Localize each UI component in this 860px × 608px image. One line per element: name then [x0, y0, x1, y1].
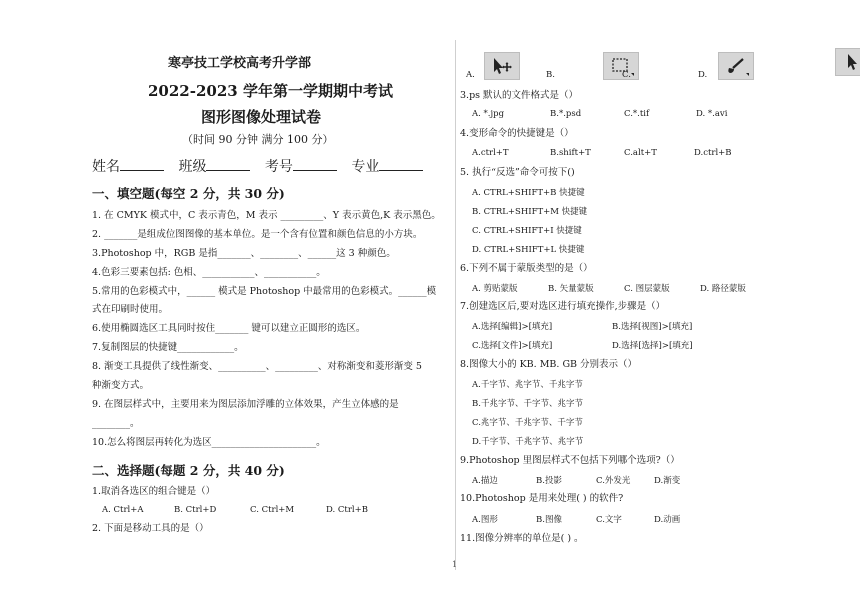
fill-question: 3.Photoshop 中，RGB 是指_______、________、______这 3 种颜色。: [92, 248, 396, 259]
page-number: 1: [452, 560, 458, 569]
name-field: [92, 159, 164, 175]
option-c: C. Ctrl+M: [250, 505, 295, 515]
section2-title: 二、选择题(每题 2 分，共 40 分): [92, 463, 285, 478]
option-d: D. CTRL+SHIFT+L 快捷键: [472, 245, 585, 255]
option-c: C. CTRL+SHIFT+I 快捷键: [472, 226, 582, 236]
option-c: C.文字: [596, 515, 622, 525]
fill-question: 5.常用的色彩模式中，______ 模式是 Photoshop 中最常用的色彩模式。______模: [92, 286, 437, 297]
choice-question-9: 9.Photoshop 里图层样式不包括下列哪个选项?（）: [460, 455, 680, 466]
right-column: [460, 0, 790, 544]
choice-question-10: 10.Photoshop 是用来处理( ) 的软件?: [460, 493, 624, 504]
option-b: B.图像: [536, 515, 562, 525]
option-b: B.shift+T: [550, 148, 591, 158]
option-b: B.*.psd: [550, 109, 582, 119]
option-d: D.: [698, 70, 708, 80]
option-c: C.: [622, 70, 631, 80]
option-b: B.选择[视图]>[填充]: [612, 322, 693, 332]
exam-number-blank: [293, 158, 337, 171]
time-info: （时间 90 分钟 满分 100 分）: [182, 133, 334, 146]
student-info-line: [92, 156, 433, 176]
option-a: A.描边: [472, 476, 498, 486]
fill-question: 4.色彩三要素包括: 色相、___________、___________。: [92, 267, 326, 278]
section1-title: 一、填空题(每空 2 分，共 30 分): [92, 186, 285, 201]
option-a: A.千字节、兆字节、千兆字节: [472, 380, 583, 390]
option-c: C. 图层蒙版: [624, 284, 670, 294]
option-d: D. *.avi: [696, 109, 728, 119]
option-a: A.ctrl+T: [472, 148, 509, 158]
major-label: 专业: [351, 159, 380, 175]
move-tool-icon: [484, 52, 520, 80]
paper-title: 图形图像处理试卷: [201, 108, 322, 126]
fill-question: 7.复制图层的快捷键____________。: [92, 342, 244, 353]
option-a: A. CTRL+SHIFT+B 快捷键: [472, 188, 585, 198]
major-field: [351, 159, 423, 175]
option-a: A.: [466, 70, 475, 80]
choice-question-3: 3.ps 默认的文件格式是（）: [460, 90, 579, 101]
option-a: A. Ctrl+A: [102, 505, 144, 515]
option-b: B. CTRL+SHIFT+M 快捷键: [472, 207, 588, 217]
choice-question-4: 4.变形命令的快捷键是（）: [460, 128, 574, 139]
option-d: D. Ctrl+B: [326, 505, 368, 515]
option-d: D. 路径蒙版: [700, 284, 746, 294]
choice-question-7: 7.创建选区后,要对选区进行填充操作,步骤是（）: [460, 301, 666, 312]
option-a: A.图形: [472, 515, 498, 525]
option-d: D.渐变: [654, 476, 681, 486]
school-name: 寒亭技工学校高考升学部: [168, 56, 312, 71]
choice-question-11: 11.图像分辨率的单位是( ) 。: [460, 533, 584, 544]
name-label: 姓名: [92, 159, 120, 175]
choice-question-6: 6.下列不属于蒙版类型的是（）: [460, 263, 593, 274]
class-blank: [206, 158, 250, 171]
option-b: B. Ctrl+D: [174, 505, 217, 515]
brush-tool-icon: [718, 52, 754, 80]
option-d: D.千字节、千兆字节、兆字节: [472, 437, 584, 447]
choice-question-5: 5. 执行“反选”命令可按下(): [460, 167, 575, 178]
exam-title: 2022-2023 学年第一学期期中考试: [148, 82, 393, 100]
fill-question: 9. 在图层样式中，主要用来为图层添加浮雕的立体效果，产生立体感的是: [92, 399, 399, 410]
major-blank: [379, 158, 423, 171]
fill-question-continued: ________。: [92, 418, 140, 429]
option-c: C.兆字节、千兆字节、千字节: [472, 418, 583, 428]
exam-number-label: 考号: [264, 159, 293, 175]
fill-question: 6.使用椭圆选区工具同时按住_______ 键可以建立正圆形的选区。: [92, 323, 366, 334]
fill-question: 8. 渐变工具提供了线性渐变、__________、_________、对称渐变和菱形渐变 5: [92, 361, 422, 372]
arrow-cursor-icon: [835, 48, 860, 76]
fill-question: 10.怎么将图层再转化为选区______________________。: [92, 437, 326, 448]
option-b: B.千兆字节、千字节、兆字节: [472, 399, 583, 409]
option-b: B.: [546, 70, 555, 80]
class-field: [178, 159, 250, 175]
choice-question-8: 8.图像大小的 KB. MB. GB 分别表示（）: [460, 359, 638, 370]
fill-question-continued: 种渐变方式。: [92, 380, 150, 391]
choice-question-1: 1.取消各选区的组合键是（）: [92, 486, 216, 497]
option-d: D.动画: [654, 515, 681, 525]
option-b: B.投影: [536, 476, 562, 486]
option-d: D.ctrl+B: [694, 148, 732, 158]
class-label: 班级: [178, 159, 207, 175]
option-c: C.选择[文件]>[填充]: [472, 341, 553, 351]
option-c: C.*.tif: [624, 109, 650, 119]
option-b: B. 矢量蒙版: [548, 284, 594, 294]
fill-question: 1. 在 CMYK 模式中，C 表示青色，M 表示 _________、Y 表示黄色,K 表示黑色。: [92, 210, 441, 221]
choice-question-2: 2. 下面是移动工具的是（）: [92, 523, 209, 534]
name-blank: [120, 158, 164, 171]
exam-number-field: [265, 159, 337, 175]
option-a: A. *.jpg: [472, 109, 505, 119]
fill-question: 2. _______是组成位图图像的基本单位。是一个含有位置和颜色信息的小方块。: [92, 229, 423, 240]
option-a: A. 剪贴蒙版: [472, 284, 518, 294]
option-a: A.选择[编辑]>[填充]: [472, 322, 553, 332]
fill-question-continued: 式在印刷时使用。: [92, 304, 169, 315]
column-divider: [455, 40, 456, 570]
option-c: C.外发光: [596, 476, 631, 486]
option-c: C.alt+T: [624, 148, 657, 158]
option-d: D.选择[选择]>[填充]: [612, 341, 693, 351]
